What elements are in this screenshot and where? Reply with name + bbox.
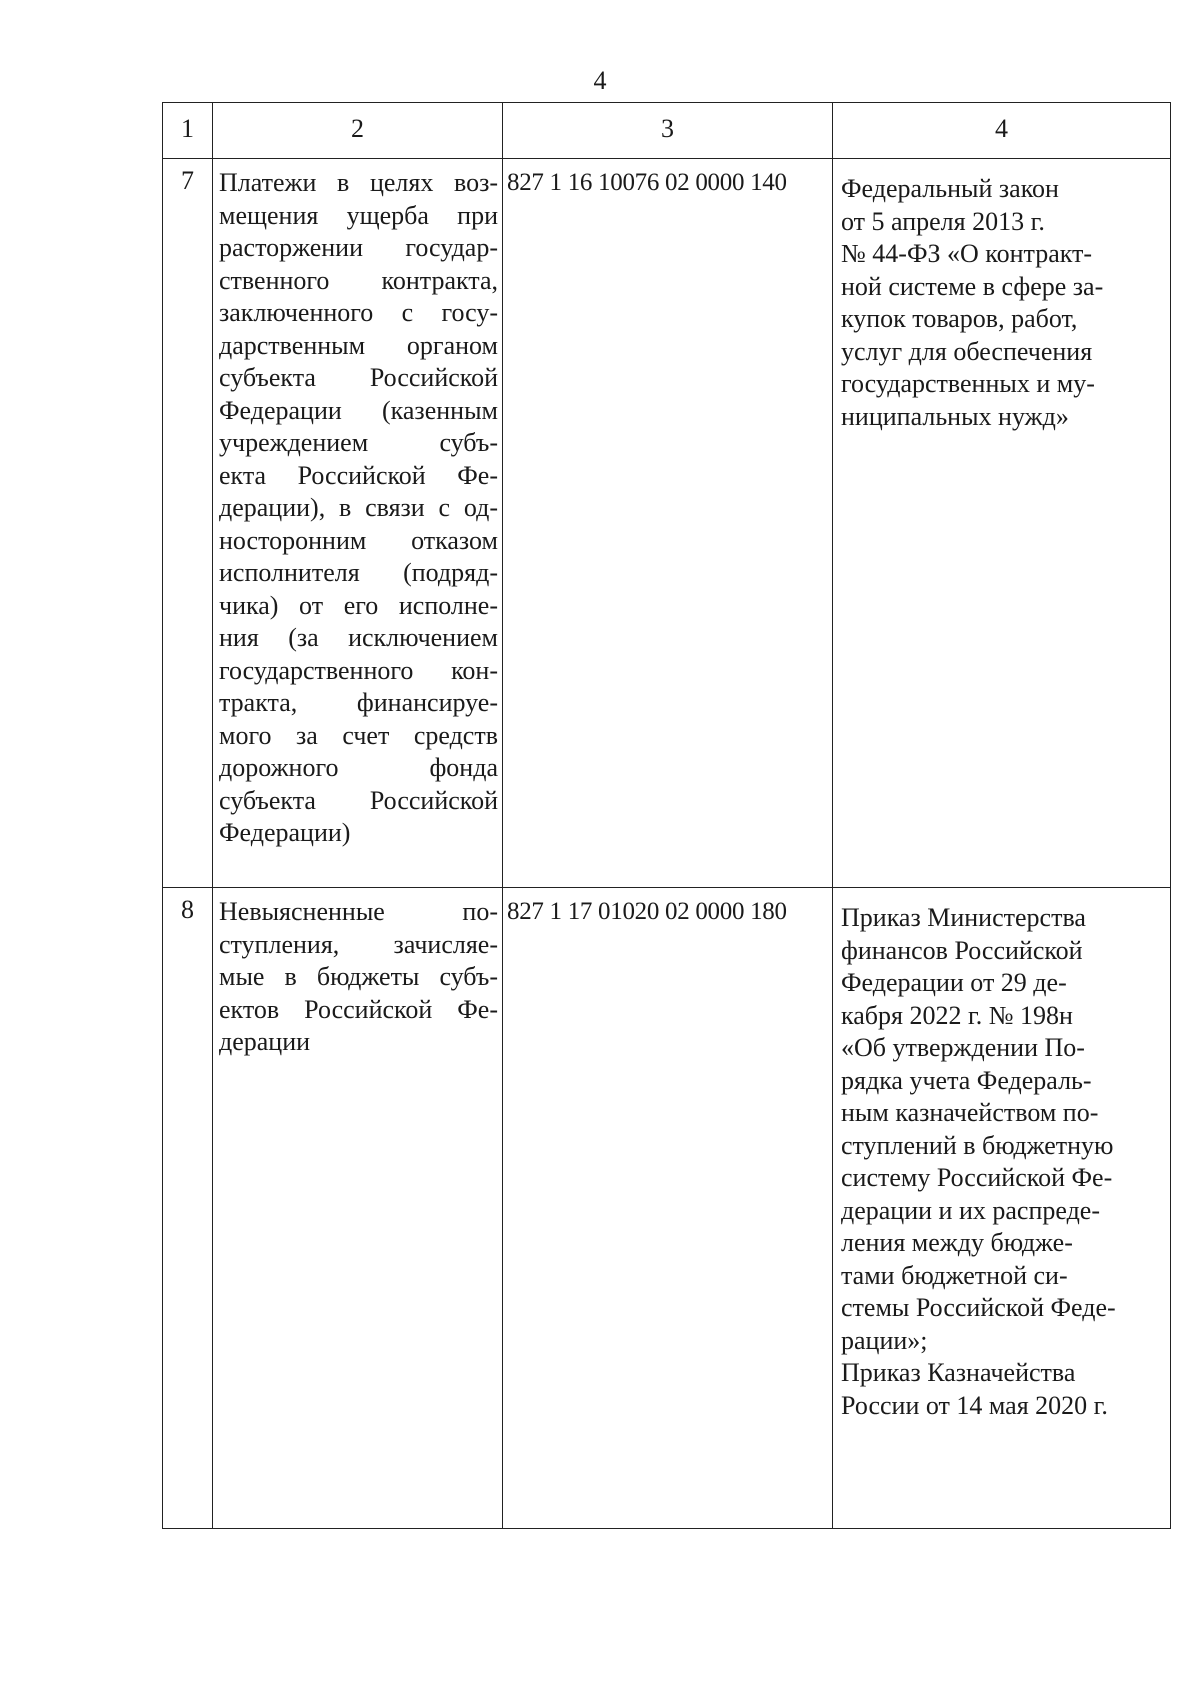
description-line: дорожного фонда — [219, 753, 498, 782]
legal-basis-line: Федерации от 29 де- — [841, 968, 1067, 997]
row-legal-basis — [833, 159, 1171, 888]
legal-basis-line: «Об утверждении По- — [841, 1033, 1085, 1062]
document-table — [162, 102, 1171, 1529]
description-line: субъекта Российской — [219, 363, 498, 392]
legal-basis-line: государственных и му- — [841, 369, 1095, 398]
legal-basis-line: финансов Российской — [841, 935, 1083, 965]
legal-basis-line: систему Российской Фе- — [841, 1163, 1113, 1192]
legal-basis-line: кабря 2022 г. № 198н — [841, 1000, 1073, 1030]
description-line: ственного контракта, — [219, 265, 498, 295]
description-line: мещения ущерба при — [219, 200, 498, 230]
table-header-row — [163, 103, 1171, 159]
description-line: государственного кон- — [219, 655, 498, 685]
description-line: субъекта Российской — [219, 785, 498, 815]
description-line: мые в бюджеты субъ- — [219, 962, 498, 991]
description-line: ектов Российской Фе- — [219, 994, 498, 1024]
header-col-4: 4 — [833, 103, 1171, 159]
header-col-1: 1 — [163, 103, 213, 159]
header-col-3: 3 — [503, 103, 833, 159]
legal-basis-line: дерации и их распреде- — [841, 1195, 1100, 1225]
legal-basis-line: тами бюджетной си- — [841, 1260, 1068, 1290]
legal-basis-line: Федеральный закон — [841, 174, 1059, 203]
description-line: заключенного с госу- — [219, 298, 498, 327]
row-number: 8 — [163, 888, 213, 1529]
legal-basis-line: стемы Российской Феде- — [841, 1293, 1116, 1322]
legal-basis-line: ступлений в бюджетную — [841, 1130, 1114, 1160]
header-col-2: 2 — [213, 103, 503, 159]
description-line: учреждением субъ- — [219, 428, 498, 457]
description-line: Федерации (казенным — [219, 395, 498, 425]
legal-basis-line: ным казначейством по- — [841, 1098, 1099, 1127]
row-description — [213, 888, 503, 1529]
description-line: Федерации) — [219, 818, 351, 847]
row-number: 7 — [163, 159, 213, 888]
description-line: тракта, финансируе- — [219, 688, 498, 717]
description-line: дерации), в связи с од- — [219, 493, 498, 522]
description-line: дарственным органом — [219, 330, 498, 360]
legal-basis-line: Приказ Министерства — [841, 903, 1086, 932]
budget-code: 827 1 17 01020 02 0000 180 — [503, 888, 833, 1529]
legal-basis-line: услуг для обеспечения — [841, 336, 1093, 366]
legal-basis-line: ниципальных нужд» — [841, 401, 1069, 431]
legal-basis-line: рации»; — [841, 1325, 928, 1355]
row-description — [213, 159, 503, 888]
table-row — [163, 159, 1171, 888]
legal-basis-line: купок товаров, работ, — [841, 304, 1078, 333]
description-line: исполнителя (подряд- — [219, 558, 498, 587]
budget-code: 827 1 16 10076 02 0000 140 — [503, 159, 833, 888]
legal-basis-line: от 5 апреля 2013 г. — [841, 206, 1045, 236]
description-line: чика) от его исполне- — [219, 590, 498, 620]
legal-basis-line: ления между бюдже- — [841, 1228, 1073, 1257]
description-line: Платежи в целях воз- — [219, 168, 498, 197]
description-line: ния (за исключением — [219, 623, 498, 652]
description-line: мого за счет средств — [219, 720, 498, 750]
page-number: 4 — [593, 66, 607, 95]
description-line: ступления, зачисляе- — [219, 929, 498, 959]
legal-basis-line: № 44-ФЗ «О контракт- — [841, 239, 1093, 268]
table-row — [163, 888, 1171, 1529]
legal-basis-line: Приказ Казначейства — [841, 1358, 1076, 1387]
legal-basis-line: рядка учета Федераль- — [841, 1065, 1092, 1095]
legal-basis-line: России от 14 мая 2020 г. — [841, 1390, 1108, 1420]
description-line: екта Российской Фе- — [219, 460, 498, 490]
description-line: носторонним отказом — [219, 525, 498, 555]
legal-basis-line: ной системе в сфере за- — [841, 271, 1104, 301]
description-line: Невыясненные по- — [219, 897, 498, 926]
description-line: дерации — [219, 1027, 311, 1056]
row-legal-basis — [833, 888, 1171, 1529]
description-line: расторжении государ- — [219, 233, 498, 262]
